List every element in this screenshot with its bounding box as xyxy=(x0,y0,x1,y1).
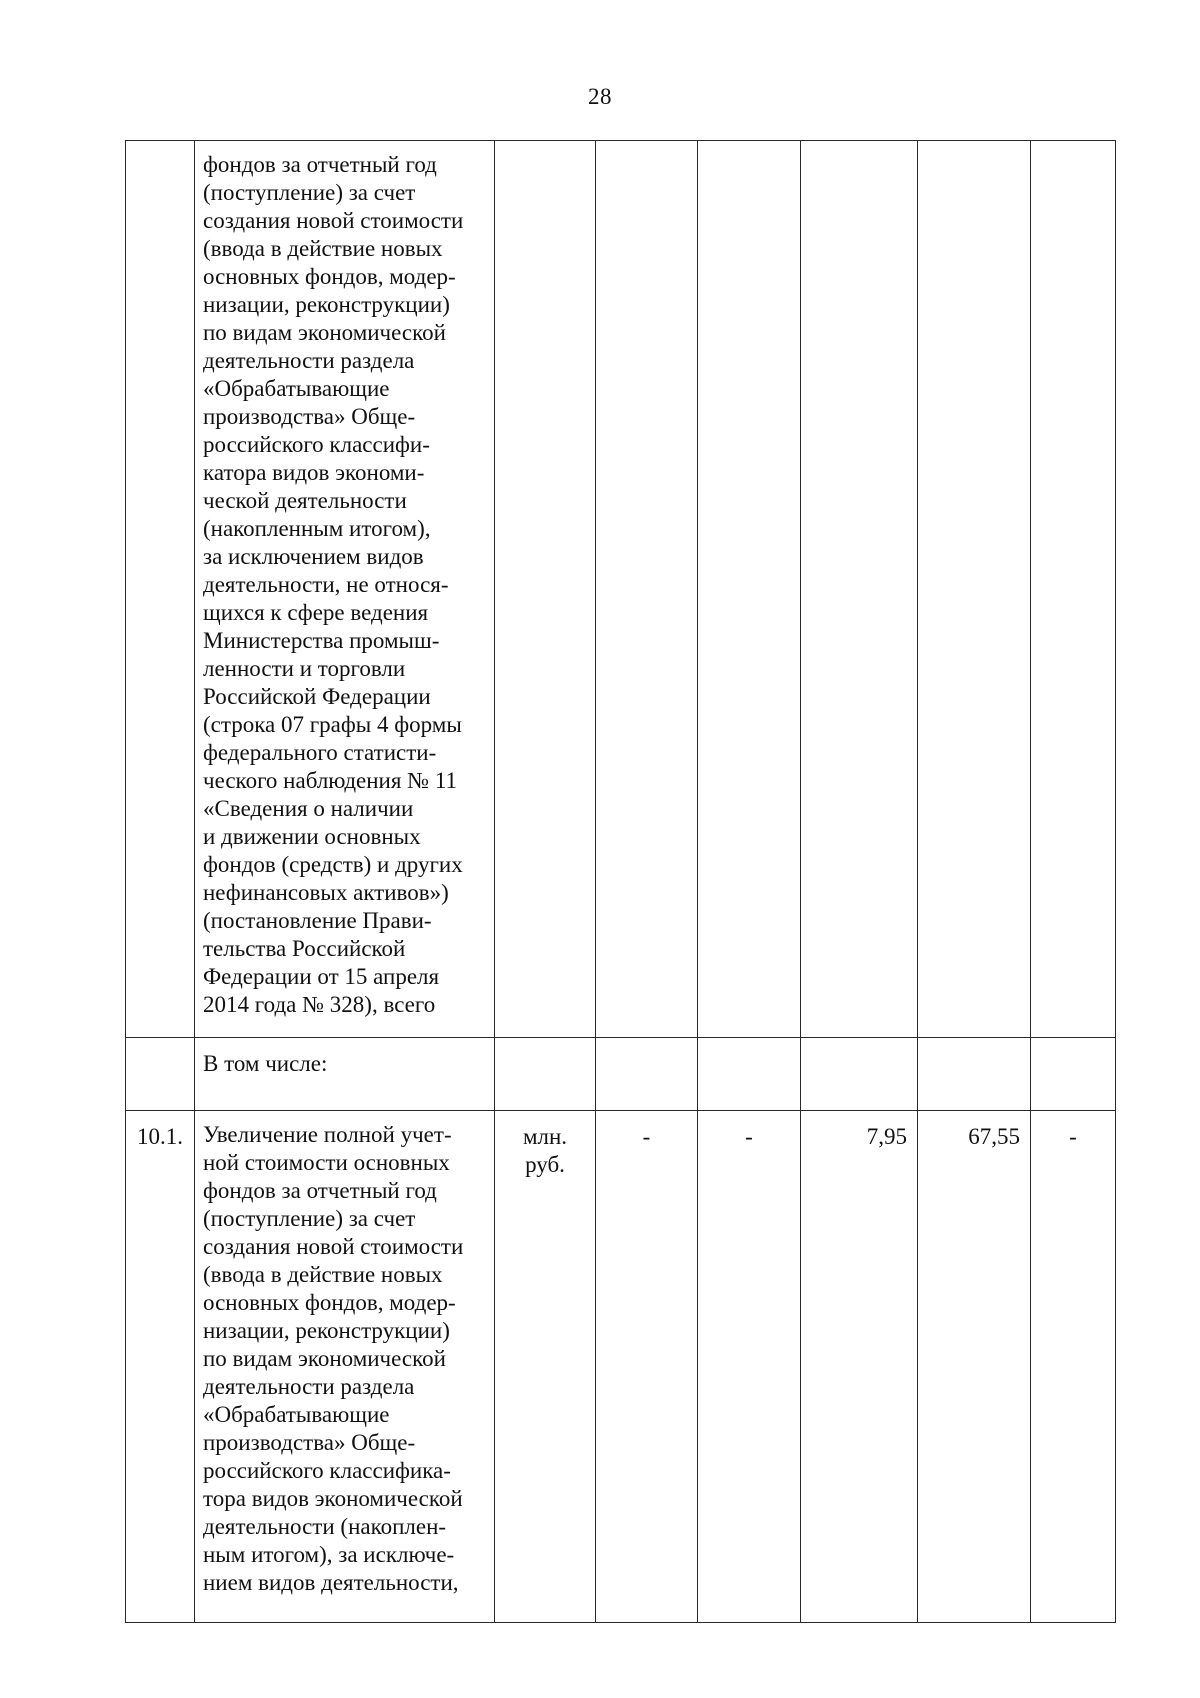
table-row xyxy=(126,1038,1116,1111)
description-line: «Сведения о наличии xyxy=(203,796,414,821)
value-cell: - xyxy=(698,1111,801,1623)
row-number-cell xyxy=(126,1038,195,1111)
description-line: Федерации от 15 апреля xyxy=(203,964,440,989)
description-line: ческой деятельности xyxy=(203,488,407,513)
description-line: низации, реконструкции) xyxy=(203,1318,450,1343)
value-cell xyxy=(596,141,698,1038)
description-line: создания новой стоимости xyxy=(203,1234,464,1259)
description-line: ленности и торговли xyxy=(203,656,406,681)
description-line: российского классифика- xyxy=(203,1458,451,1483)
description-line: катора видов экономи- xyxy=(203,460,425,485)
description-line: (ввода в действие новых xyxy=(203,236,443,261)
description-line: (накопленным итогом), xyxy=(203,516,431,541)
description-line: (поступление) за счет xyxy=(203,1206,416,1231)
description-line: тельства Российской xyxy=(203,936,406,961)
description-line: 2014 года № 328), всего xyxy=(203,992,436,1017)
description-line: низации, реконструкции) xyxy=(203,292,450,317)
description-line: по видам экономической xyxy=(203,1346,446,1371)
description-line: Российской Федерации xyxy=(203,684,431,709)
value-cell: 67,55 xyxy=(918,1111,1031,1623)
indicators-table xyxy=(125,140,1116,1623)
unit-cell xyxy=(495,1038,596,1111)
description-line: Увеличение полной учет- xyxy=(203,1122,452,1147)
description-line: российского классифи- xyxy=(203,432,430,457)
description-line: деятельности (накоплен- xyxy=(203,1514,447,1539)
description-line: за исключением видов xyxy=(203,544,424,569)
unit-cell xyxy=(495,1111,596,1623)
value-cell: 7,95 xyxy=(801,1111,918,1623)
value-cell: - xyxy=(1031,1111,1116,1623)
description-line: нефинансовых активов») xyxy=(203,880,449,905)
value-cell xyxy=(801,1038,918,1111)
value-cell xyxy=(596,1038,698,1111)
description-line: ческого наблюдения № 11 xyxy=(203,768,458,793)
description-line: фондов за отчетный год xyxy=(203,152,437,177)
description-line: нием видов деятельности, xyxy=(203,1570,459,1595)
description-line: (поступление) за счет xyxy=(203,180,416,205)
description-line: производства» Обще- xyxy=(203,404,416,429)
description-line: и движении основных xyxy=(203,824,421,849)
table-row xyxy=(126,1111,1116,1623)
description-line: создания новой стоимости xyxy=(203,208,464,233)
unit-line: млн. xyxy=(522,1124,568,1149)
value-cell: - xyxy=(596,1111,698,1623)
row-number-cell xyxy=(126,141,195,1038)
description-line: федерального статисти- xyxy=(203,740,437,765)
table-row xyxy=(126,141,1116,1038)
description-line: (строка 07 графы 4 формы xyxy=(203,712,462,737)
description-line: фондов за отчетный год xyxy=(203,1178,437,1203)
value-cell xyxy=(918,1038,1031,1111)
value-cell xyxy=(698,1038,801,1111)
description-line: ной стоимости основных xyxy=(203,1150,450,1175)
description-line: основных фондов, модер- xyxy=(203,264,456,289)
description-line: по видам экономической xyxy=(203,320,446,345)
description-line: щихся к сфере ведения xyxy=(203,600,429,625)
description-line: производства» Обще- xyxy=(203,1430,416,1455)
unit-line: руб. xyxy=(525,1152,565,1177)
description-line: деятельности раздела xyxy=(203,1374,415,1399)
value-cell xyxy=(918,141,1031,1038)
description-cell xyxy=(195,141,495,1038)
description-line: фондов (средств) и других xyxy=(203,852,463,877)
description-line: «Обрабатывающие xyxy=(203,1402,390,1427)
description-line: деятельности, не относя- xyxy=(203,572,449,597)
description-line: деятельности раздела xyxy=(203,348,415,373)
description-line: (ввода в действие новых xyxy=(203,1262,443,1287)
row-number-cell: 10.1. xyxy=(126,1111,195,1623)
value-cell xyxy=(698,141,801,1038)
page-number: 28 xyxy=(588,84,612,109)
description-line: Министерства промыш- xyxy=(203,628,440,653)
description-line: ным итогом), за исключе- xyxy=(203,1542,455,1567)
description-cell xyxy=(195,1111,495,1623)
description-line: «Обрабатывающие xyxy=(203,376,390,401)
description-line: основных фондов, модер- xyxy=(203,1290,456,1315)
description-line: (постановление Прави- xyxy=(203,908,432,933)
value-cell xyxy=(1031,1038,1116,1111)
description-cell: В том числе: xyxy=(195,1038,495,1111)
description-line: тора видов экономической xyxy=(203,1486,463,1511)
unit-cell xyxy=(495,141,596,1038)
value-cell xyxy=(801,141,918,1038)
value-cell xyxy=(1031,141,1116,1038)
